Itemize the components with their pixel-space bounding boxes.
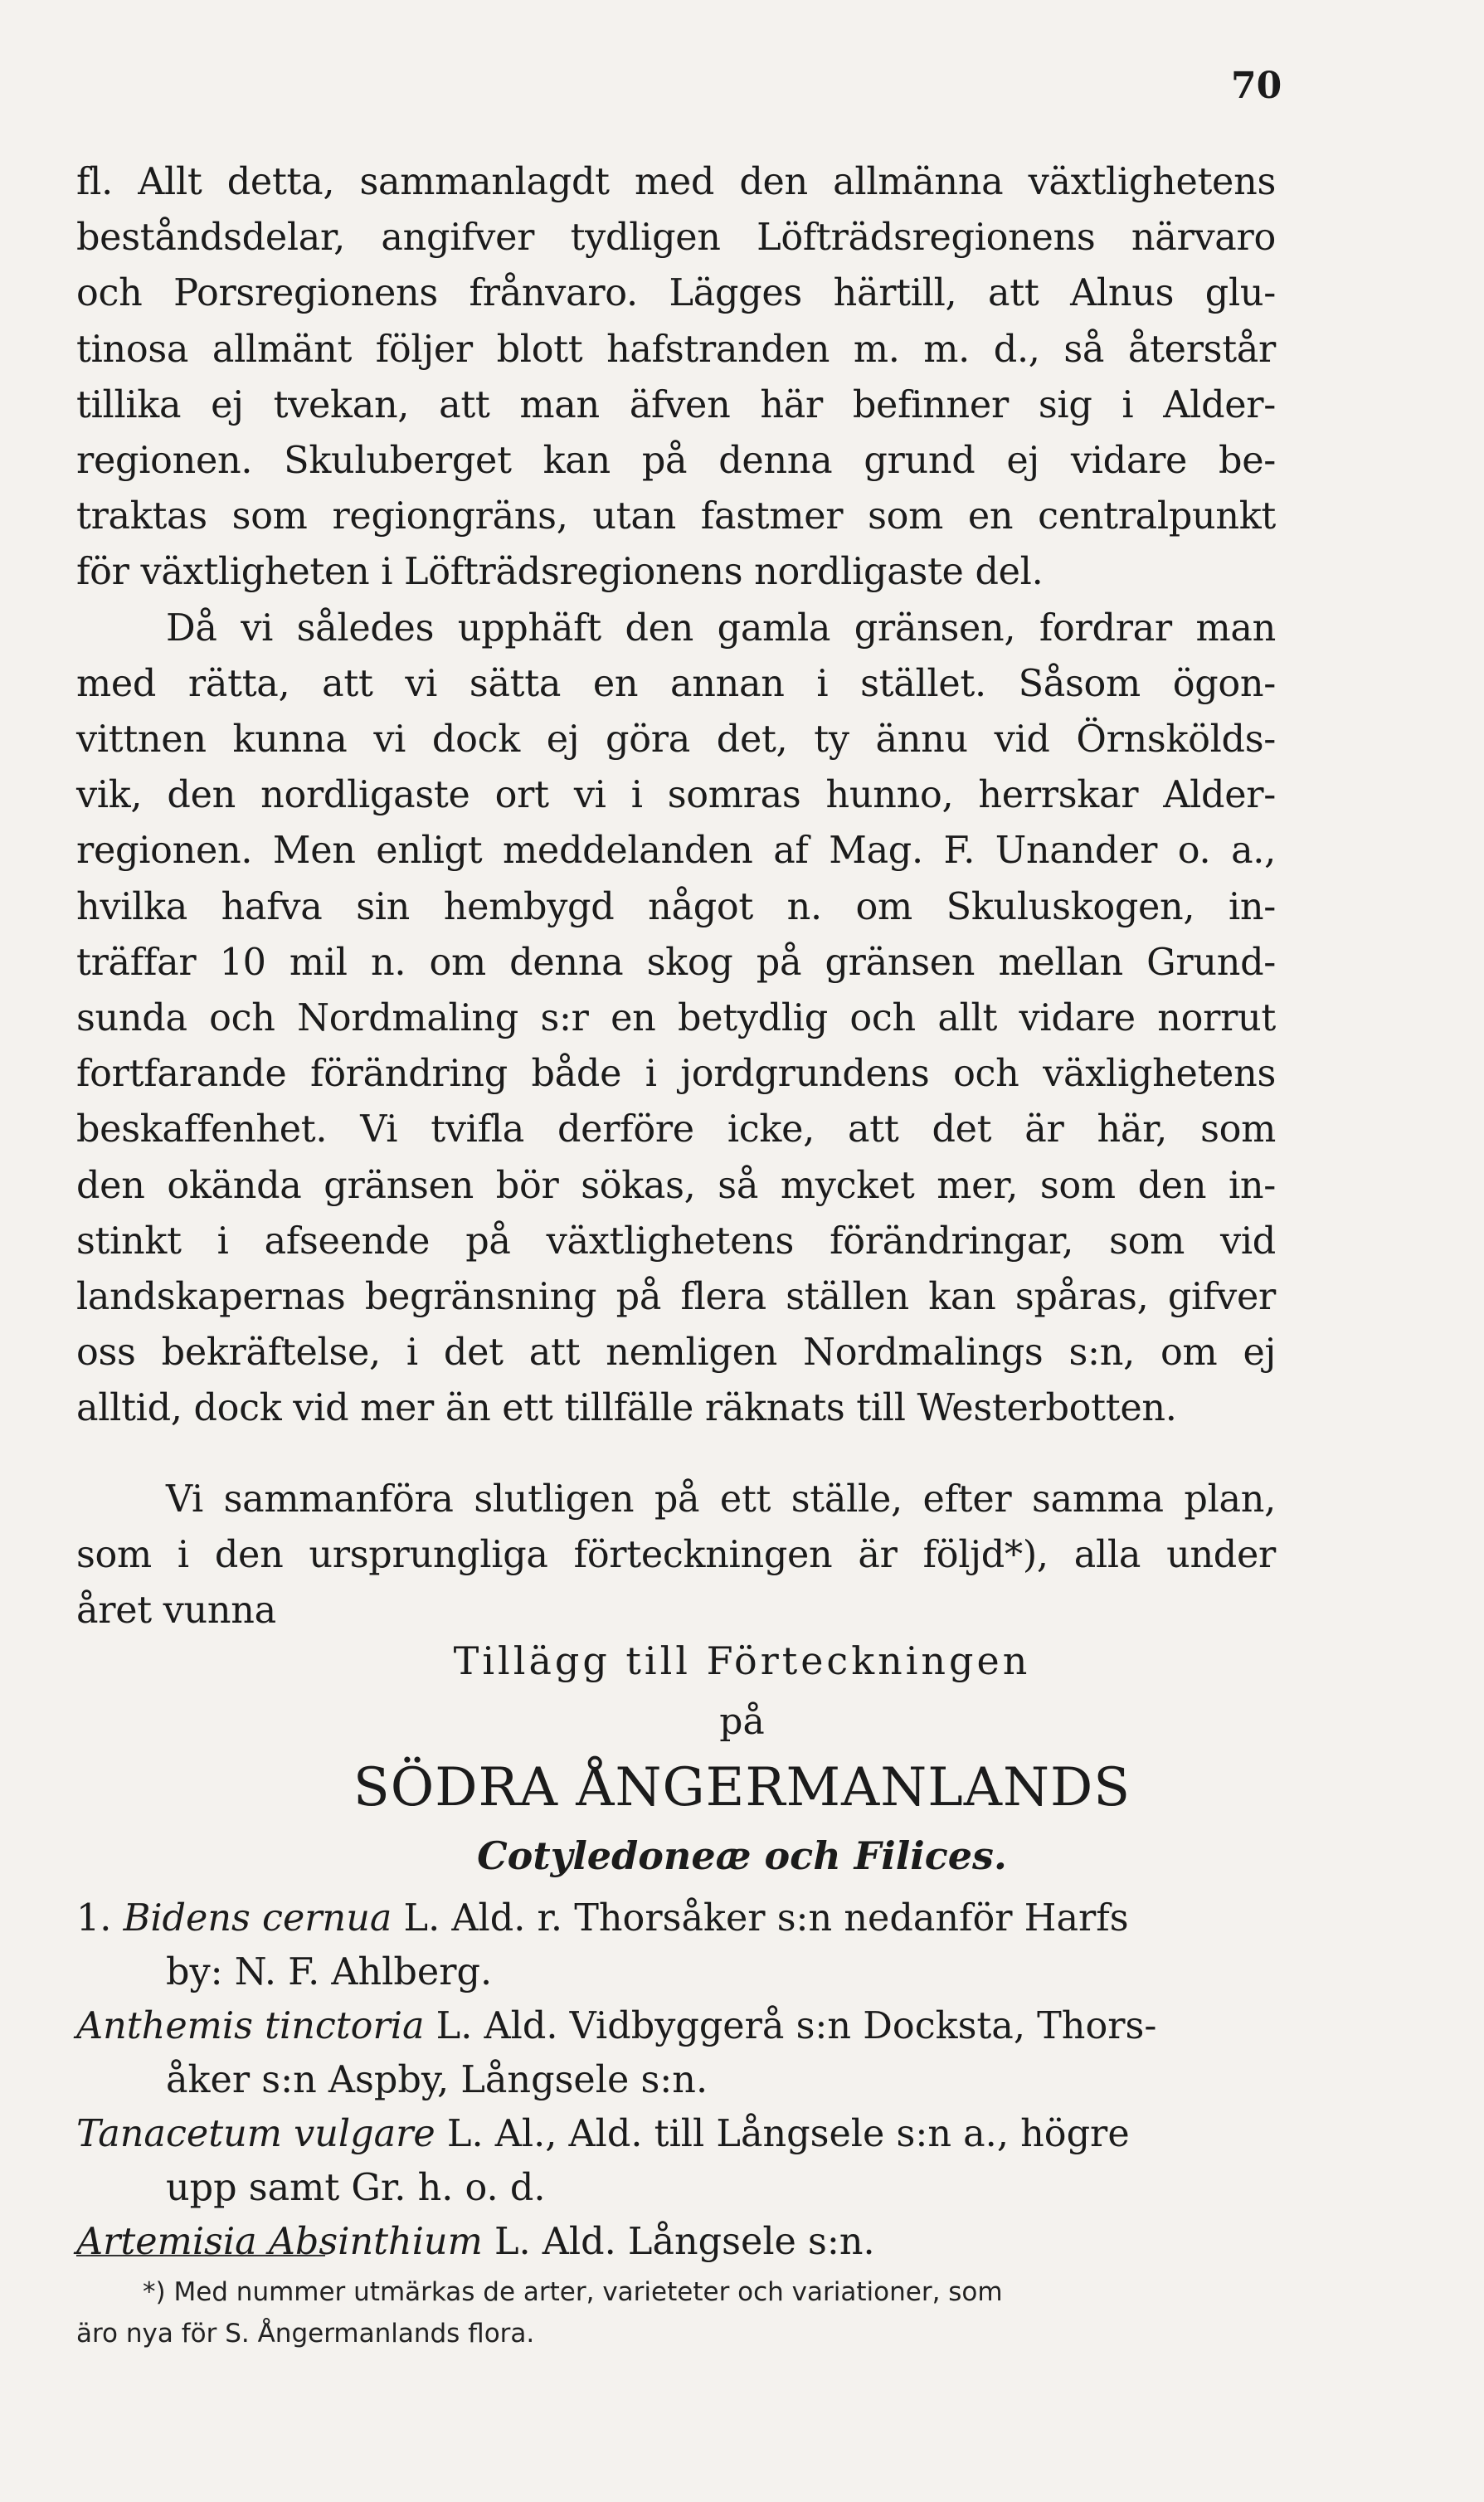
text-line: Vi sammanföra slutligen på ett ställe, efter samma plan, [166,1477,1276,1521]
heading-tillagg: Tillägg till Förteckningen [453,1638,1031,1683]
text-line: vik, den nordligaste ort vi i somras hunno, herrskar Alder- [76,774,1276,817]
species-line [76,2107,1276,2161]
text-line: regionen. Men enligt meddelanden af Mag. F. Unander o. a., [76,830,1276,873]
species-entry [76,2215,1276,2269]
species-line [76,1999,1276,2053]
text-line: träffar 10 mil n. om denna skog på gränsen mellan Grund- [76,941,1276,984]
species-entry [76,2107,1276,2215]
text-line: tillika ej tvekan, att man äfven här befinner sig i Alder- [76,383,1276,426]
body-text [76,154,1276,1638]
text-line: som i den ursprungliga förteckningen är följd*), alla under [76,1533,1276,1576]
species-name: Bidens cernua [123,1897,392,1940]
text-line: hvilka hafva sin hembygd något n. om Skuluskogen, in- [76,885,1276,928]
text-line: beståndsdelar, angifver tydligen Löfträdsregionens närvaro [76,217,1276,260]
text-line: tinosa allmänt följer blott hafstranden m. m. d., så återstår [76,328,1276,371]
text-line: traktas som regiongräns, utan fastmer som en centralpunkt [76,495,1276,538]
footnote [76,2271,1276,2354]
text-line: beskaffenhet. Vi tvifla derföre icke, att det är här, som [76,1108,1276,1151]
heading-sodra-angermanlands: SÖDRA ÅNGERMANLANDS [353,1757,1131,1818]
footnote-rule [76,2255,325,2256]
species-line [76,1891,1276,1945]
text-line: och Porsregionens frånvaro. Lägges härtill, att Alnus glu- [76,272,1276,315]
species-detail: L. Ald. Långsele s:n. [482,2221,875,2263]
species-entry [76,1891,1276,1999]
text-line: stinkt i afseende på växtlighetens förändringar, som vid [76,1219,1276,1263]
text-line: året vunna [76,1589,276,1633]
heading-cotyledoneae: Cotyledoneæ och Filices. [477,1833,1007,1878]
text-line: fl. Allt detta, sammanlagdt med den allmänna växtlighetens [76,161,1276,203]
text-line: Då vi således upphäft den gamla gränsen, fordrar man [166,606,1276,650]
heading-pa: på [719,1701,765,1743]
species-list [76,1891,1276,2269]
text-line: för växtligheten i Löfträdsregionens nordligaste del. [76,551,1044,594]
text-line: sunda och Nordmaling s:r en betydlig och allt vidare norrut [76,997,1276,1040]
species-number: 1. [76,1897,112,1940]
footnote-line: äro nya för S. Ångermanlands flora. [76,2319,535,2349]
text-line: oss bekräftelse, i det att nemligen Nordmalings s:n, om ej [76,1331,1276,1375]
paragraph-gap [76,1437,1276,1472]
page-number: 70 [1231,65,1282,107]
species-name: Anthemis tinctoria [76,2005,425,2047]
species-continuation: upp samt Gr. h. o. d. [166,2167,546,2209]
text-line: med rätta, att vi sätta en annan i stället. Såsom ögon- [76,662,1276,705]
text-line: alltid, dock vid mer än ett tillfälle räknats till Westerbotten. [76,1387,1177,1430]
species-continuation: åker s:n Aspby, Långsele s:n. [166,2059,708,2101]
species-continuation: by: N. F. Ahlberg. [166,1951,493,1993]
species-detail: L. Al., Ald. till Långsele s:n a., högre [435,2113,1130,2155]
species-name: Tanacetum vulgare [76,2113,435,2155]
text-line: landskapernas begränsning på flera ställen kan spåras, gifver [76,1276,1276,1319]
footnote-line: *) Med nummer utmärkas de arter, varieteter och variationer, som [143,2277,1003,2307]
paragraph [76,1472,1276,1639]
text-line: den okända gränsen bör sökas, så mycket mer, som den in- [76,1164,1276,1207]
text-line: vittnen kunna vi dock ej göra det, ty ännu vid Örnskölds- [76,718,1276,762]
species-detail: L. Ald. Vidbyggerå s:n Docksta, Thors- [424,2005,1157,2047]
text-line: regionen. Skuluberget kan på denna grund ej vidare be- [76,440,1276,483]
species-detail: L. Ald. r. Thorsåker s:n nedanför Harfs [392,1897,1129,1940]
species-entry [76,1999,1276,2107]
species-name: Artemisia Absinthium [76,2221,483,2263]
text-line: fortfarande förändring både i jordgrundens och växlighetens [76,1053,1276,1096]
species-line [76,2215,1276,2269]
paragraph [76,601,1276,1437]
paragraph [76,154,1276,601]
